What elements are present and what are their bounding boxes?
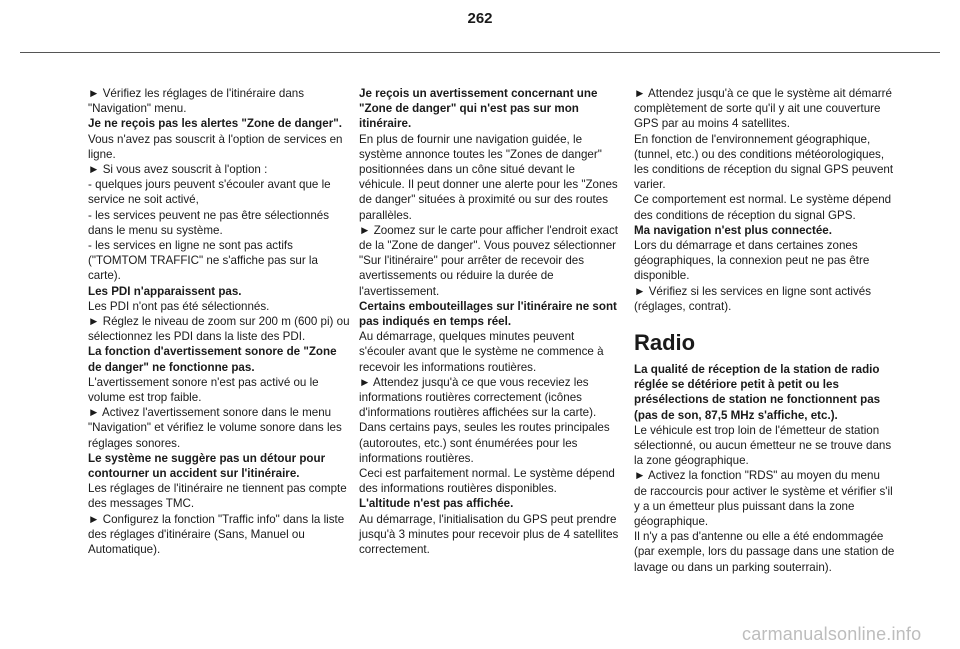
body-paragraph: ► Activez l'avertissement sonore dans le menu "Navigation" et vérifiez le volume sonore dans les réglages sonores. (88, 406, 342, 450)
body-paragraph: Lors du démarrage et dans certaines zones géographiques, la connexion peut ne pas être disponible. (634, 239, 870, 283)
header-rule (20, 52, 940, 53)
body-paragraph: ► Attendez jusqu'à ce que vous receviez les informations routières correctement (icônes d'informations routières affichées sur la carte). (359, 375, 597, 420)
body-paragraph: ► Configurez la fonction "Traffic info" dans la liste des réglages d'itinéraire (Sans, Manuel ou Automatique). (88, 512, 345, 557)
body-paragraph: Le véhicule est trop loin de l'émetteur de station sélectionné, ou aucun émetteur ne se trouve dans la zone géographique. (634, 423, 892, 468)
body-paragraph: Il n'y a pas d'antenne ou elle a été endommagée (par exemple, lors du passage dans une station de lavage ou dans un parking souterrain). (634, 530, 895, 574)
body-paragraph: L'avertissement sonore n'est pas activé ou le volume est trop faible. (88, 375, 319, 405)
column-2 (359, 86, 621, 557)
section-heading: Radio (634, 330, 696, 356)
body-paragraph: ► Activez la fonction "RDS" au moyen du menu de raccourcis pour activer le système et vérifier s'il y a un émetteur plus puissant dans la zone géographique. (634, 469, 893, 529)
question-heading: Le système ne suggère pas un détour pour contourner un accident sur l'itinéraire. (88, 451, 326, 481)
question-heading: Ma navigation n'est plus connectée. (634, 223, 832, 237)
body-paragraph: En plus de fournir une navigation guidée, le système annonce toutes les "Zones de danger" positionnées dans un cône situé devant le véhicule. Il peut donner une alerte pour les "Zones de danger" situées à proximité ou sur des routes parallèles. (359, 132, 618, 222)
body-paragraph: Ceci est parfaitement normal. Le système dépend des informations routières disponibles. (359, 467, 615, 496)
body-paragraph: - quelques jours peuvent s'écouler avant que le service ne soit activé, (88, 178, 331, 207)
question-heading: L'altitude n'est pas affichée. (359, 497, 514, 511)
body-paragraph: - les services peuvent ne pas être sélectionnés dans le menu su système. (88, 208, 330, 237)
column-1 (88, 86, 350, 557)
body-paragraph: ► Réglez le niveau de zoom sur 200 m (600 pi) ou sélectionnez les PDI dans la liste des PDI. (88, 315, 350, 344)
body-paragraph: ► Vérifiez si les services en ligne sont activés (réglages, contrat). (634, 284, 872, 313)
question-heading: Je ne reçois pas les alertes "Zone de danger". (88, 117, 342, 131)
question-heading: Les PDI n'apparaissent pas. (88, 284, 242, 298)
question-heading: Certains embouteillages sur l'itinéraire ne sont pas indiqués en temps réel. (359, 299, 617, 329)
page-number: 262 (467, 10, 493, 27)
column-3 (634, 86, 896, 575)
body-paragraph: Au démarrage, quelques minutes peuvent s'écouler avant que le système ne commence à recevoir les informations routières. (359, 330, 604, 374)
body-paragraph: ► Vérifiez les réglages de l'itinéraire dans "Navigation" menu. (88, 87, 305, 116)
body-paragraph: Dans certains pays, seules les routes principales (autoroutes, etc.) sont énumérées pour les informations routières. (359, 421, 610, 465)
body-paragraph: Vous n'avez pas souscrit à l'option de services en ligne. (88, 132, 343, 161)
body-paragraph: ► Attendez jusqu'à ce que le système ait démarré complètement de sorte qu'il y ait une couverture GPS par au moins 4 satellites. (634, 87, 892, 131)
body-paragraph: ► Si vous avez souscrit à l'option : (88, 163, 268, 177)
body-paragraph: ► Zoomez sur le carte pour afficher l'endroit exact de la "Zone de danger". Vous pouvez sélectionner "Sur l'itinéraire" pour arrêter de recevoir des avertissements ou réduire la durée de l'avertissement. (359, 223, 618, 298)
body-paragraph: Ce comportement est normal. Le système dépend des conditions de réception du signal GPS. (634, 193, 892, 222)
question-heading: Je reçois un avertissement concernant une "Zone de danger" qui n'est pas sur mon itinéraire. (359, 87, 598, 131)
watermark: carmanualsonline.info (742, 624, 922, 644)
body-paragraph: En fonction de l'environnement géographique, (tunnel, etc.) ou des conditions météorologiques, les conditions de réception du signal GPS peuvent varier. (634, 132, 894, 192)
question-heading: La fonction d'avertissement sonore de "Zone de danger" ne fonctionne pas. (88, 345, 337, 374)
body-paragraph: Les réglages de l'itinéraire ne tiennent pas compte des messages TMC. (88, 482, 347, 511)
body-paragraph: Les PDI n'ont pas été sélectionnés. (88, 299, 270, 313)
body-paragraph: Au démarrage, l'initialisation du GPS peut prendre jusqu'à 3 minutes pour recevoir plus de 4 satellites correctement. (359, 512, 619, 557)
question-heading: La qualité de réception de la station de radio réglée se détériore petit à petit ou les présélections de station ne fonctionnent pas (pas de son, 87,5 MHz s'affiche, etc.). (634, 363, 881, 422)
body-paragraph: - les services en ligne ne sont pas actifs ("TOMTOM TRAFFIC" ne s'affiche pas sur la carte). (88, 239, 318, 283)
